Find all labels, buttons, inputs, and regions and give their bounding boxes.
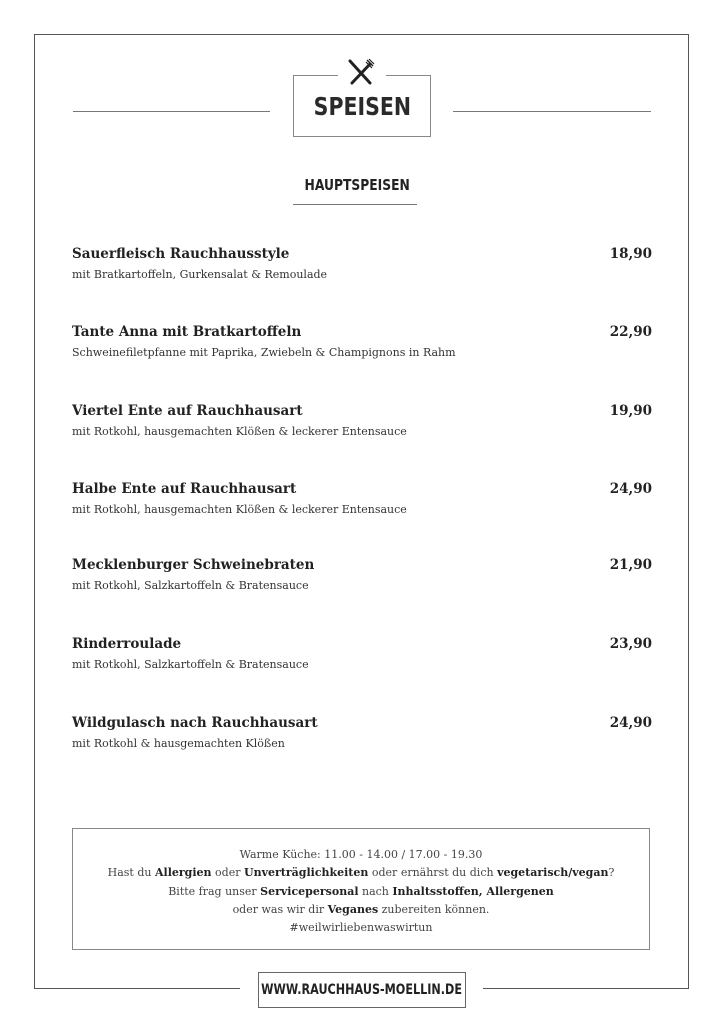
text: Unverträglichkeiten [243, 866, 369, 880]
divider [34, 988, 240, 989]
item-name: Tante Anna mit Bratkartoffeln [72, 324, 302, 340]
item-name: Viertel Ente auf Rauchhausart [72, 403, 303, 419]
text: ? [608, 866, 615, 880]
section-heading [293, 176, 417, 194]
section-title: HAUPTSPEISEN [304, 176, 410, 194]
website-link[interactable] [258, 972, 466, 1008]
item-price: 18,90 [609, 246, 652, 262]
allergy-question [73, 864, 649, 882]
info-box [72, 828, 650, 950]
text: Allergien [154, 866, 212, 880]
item-name: Sauerfleisch Rauchhausstyle [72, 246, 290, 262]
item-description: mit Rotkohl, Salzkartoffeln & Bratensauce [72, 658, 309, 671]
item-price: 23,90 [609, 636, 652, 652]
text: Hast du [107, 866, 155, 880]
item-name: Mecklenburger Schweinebraten [72, 557, 315, 573]
hashtag: #weilwirliebenwaswirtun [289, 921, 433, 935]
item-description: mit Rotkohl, hausgemachten Klößen & leckerer Entensauce [72, 503, 407, 516]
divider [483, 988, 689, 989]
item-price: 24,90 [609, 481, 652, 497]
divider [73, 111, 270, 112]
item-price: 21,90 [609, 557, 652, 573]
item-price: 24,90 [609, 715, 652, 731]
divider [453, 111, 651, 112]
text: oder ernährst du dich [368, 866, 498, 880]
text: zubereiten können. [378, 902, 490, 916]
item-description: mit Rotkohl, Salzkartoffeln & Bratensauce [72, 579, 309, 592]
item-description: mit Bratkartoffeln, Gurkensalat & Remoulade [72, 268, 328, 281]
item-description: mit Rotkohl & hausgemachten Klößen [72, 737, 285, 750]
text: vegetarisch/vegan [497, 866, 609, 880]
kitchen-hours: Warme Küche: 11.00 - 14.00 / 17.00 - 19.30 [239, 848, 483, 861]
text: oder [211, 866, 244, 880]
vegan-note [73, 901, 649, 919]
item-description: mit Rotkohl, hausgemachten Klößen & leckerer Entensauce [72, 425, 407, 438]
page-title: SPEISEN [313, 91, 411, 121]
cutlery-icon [346, 58, 376, 86]
item-name: Halbe Ente auf Rauchhausart [72, 481, 297, 497]
text: nach [358, 884, 393, 898]
item-description: Schweinefiletpfanne mit Paprika, Zwiebeln & Champignons in Rahm [72, 346, 456, 359]
item-name: Wildgulasch nach Rauchhausart [72, 715, 318, 731]
website-text[interactable]: WWW.RAUCHHAUS-MOELLIN.DE [261, 982, 463, 998]
text: Bitte frag unser [168, 884, 261, 898]
item-price: 22,90 [609, 324, 652, 340]
item-price: 19,90 [609, 403, 652, 419]
service-note [73, 883, 649, 901]
text: Servicepersonal [260, 884, 359, 898]
divider [293, 204, 417, 205]
text: Veganes [327, 902, 379, 916]
text: Inhaltsstoffen, Allergenen [392, 884, 554, 898]
item-name: Rinderroulade [72, 636, 182, 652]
text: oder was wir dir [232, 902, 328, 916]
